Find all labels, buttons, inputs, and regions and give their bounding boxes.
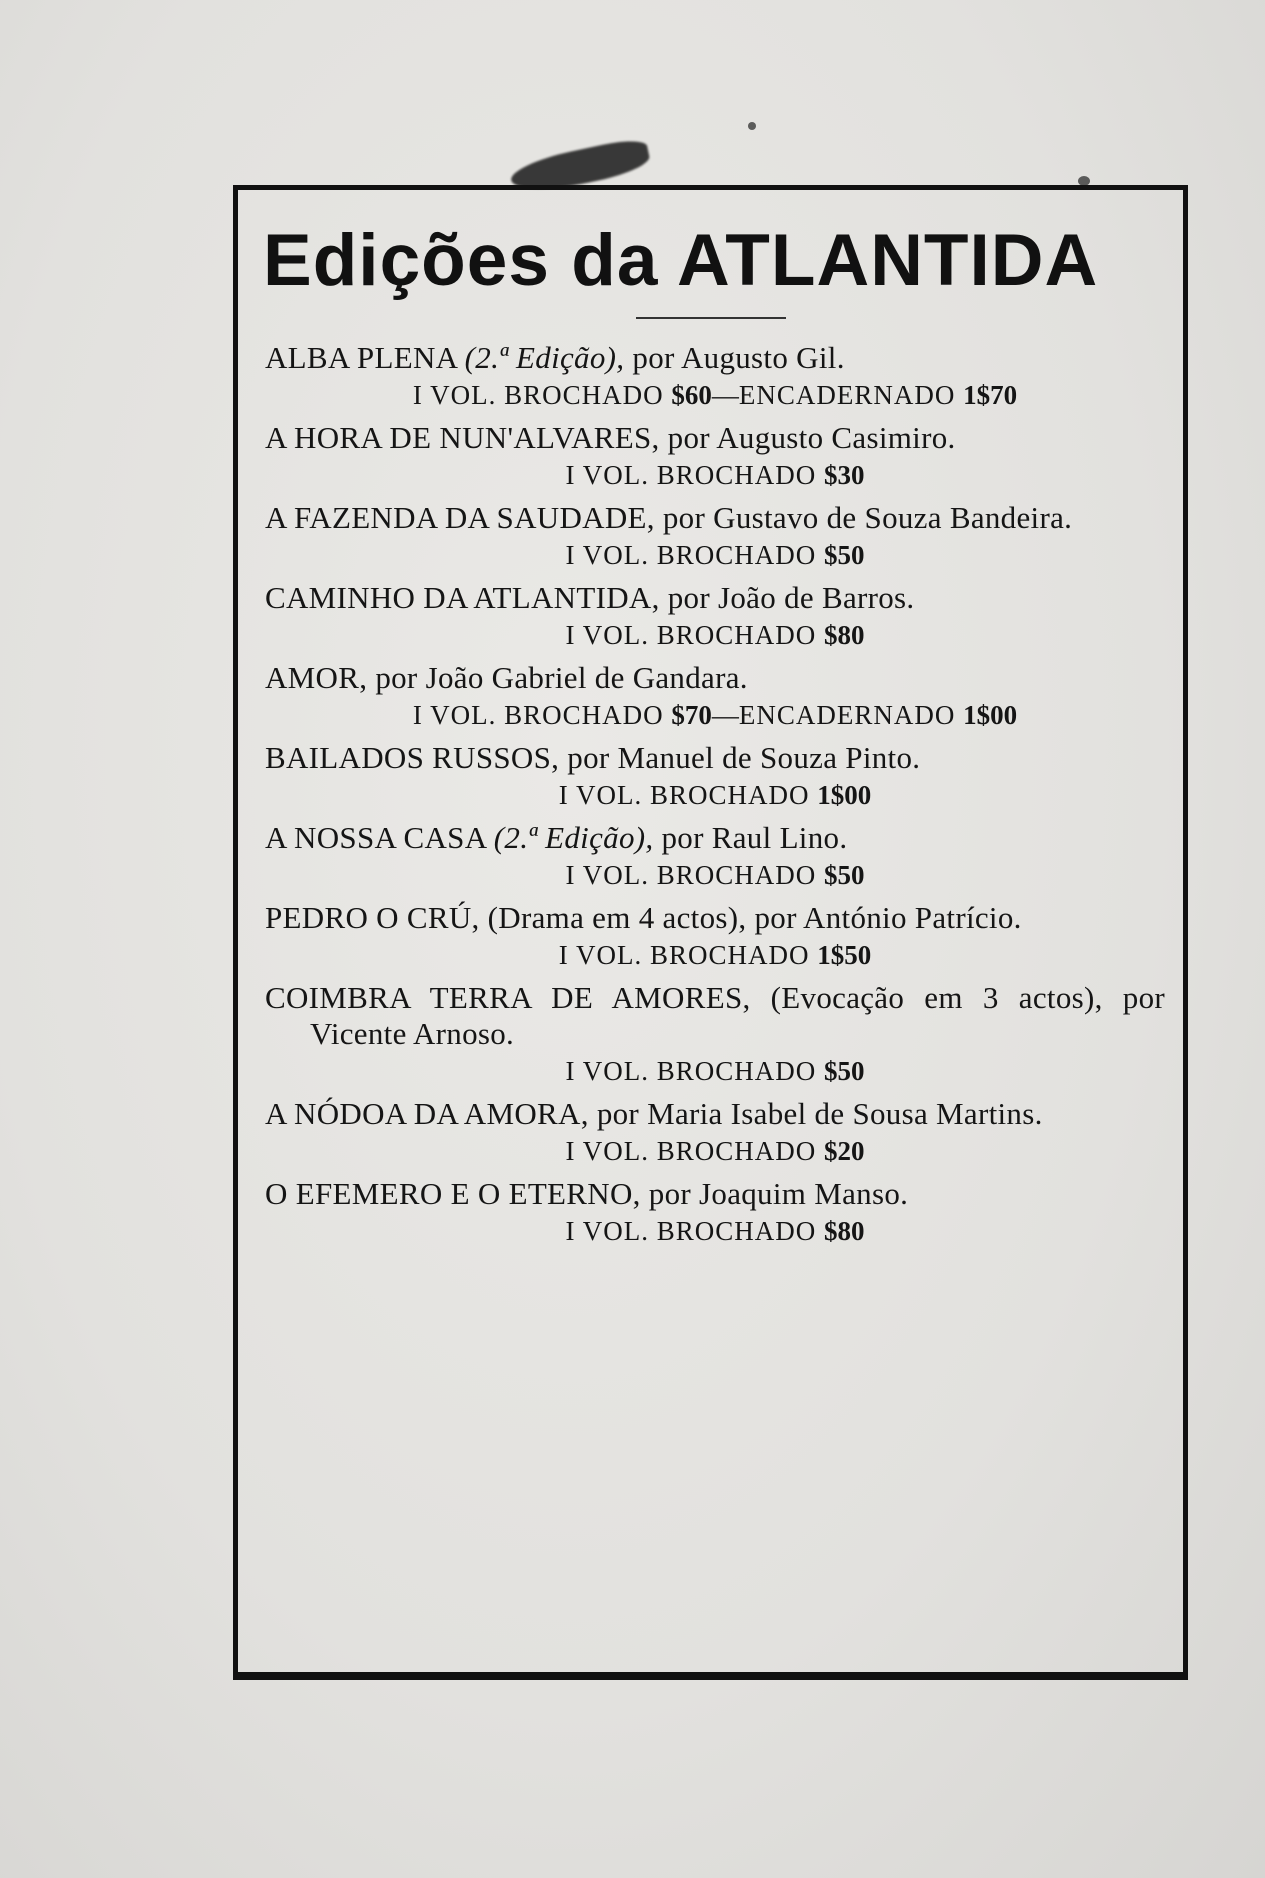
volume-label: I VOL. BROCHADO xyxy=(412,380,664,410)
book-title: CAMINHO DA ATLANTIDA, xyxy=(265,580,660,615)
price-line xyxy=(265,698,1165,732)
book-author: por Manuel de Souza Pinto. xyxy=(567,740,921,775)
book-author: por Maria Isabel de Sousa Martins. xyxy=(596,1096,1043,1131)
price-line xyxy=(265,1134,1165,1168)
book-edition: (2.ª Edição), xyxy=(464,340,625,375)
book-entry xyxy=(265,580,1165,652)
book-list xyxy=(265,340,1165,1256)
price-line xyxy=(265,858,1165,892)
book-description xyxy=(265,660,1165,696)
price-line xyxy=(265,378,1165,412)
book-title: BAILADOS RUSSOS, xyxy=(265,740,560,775)
volume-label: I VOL. BROCHADO xyxy=(565,1056,817,1086)
price-line xyxy=(265,938,1165,972)
hardcover-label: ENCADERNADO xyxy=(738,700,956,730)
price-value: $50 xyxy=(824,860,865,890)
price-value: $60 xyxy=(671,380,712,410)
price-value: $50 xyxy=(824,540,865,570)
book-description xyxy=(265,820,1165,856)
price-line xyxy=(265,1214,1165,1248)
price-separator: — xyxy=(711,380,739,410)
book-entry xyxy=(265,1096,1165,1168)
price-line xyxy=(265,1054,1165,1088)
book-entry xyxy=(265,660,1165,732)
volume-label: I VOL. BROCHADO xyxy=(558,780,810,810)
book-edition: (2.ª Edição), xyxy=(493,820,654,855)
book-description xyxy=(265,580,1165,616)
price-value: $50 xyxy=(824,1056,865,1086)
advertisement-box xyxy=(233,185,1188,1680)
ink-speck xyxy=(748,122,756,130)
price-value: $20 xyxy=(824,1136,865,1166)
book-author: por Gustavo de Souza Bandeira. xyxy=(662,500,1073,535)
book-title: AMOR, xyxy=(265,660,368,695)
price-value: 1$50 xyxy=(817,940,872,970)
price-value: $30 xyxy=(824,460,865,490)
book-author: por João Gabriel de Gandara. xyxy=(375,660,748,695)
title-divider xyxy=(636,317,786,319)
book-entry xyxy=(265,980,1165,1088)
price-value: 1$00 xyxy=(817,780,872,810)
book-description xyxy=(265,420,1165,456)
book-author: por João de Barros. xyxy=(667,580,915,615)
book-entry xyxy=(265,900,1165,972)
hardcover-price: 1$70 xyxy=(963,380,1018,410)
price-line xyxy=(265,458,1165,492)
volume-label: I VOL. BROCHADO xyxy=(412,700,664,730)
volume-label: I VOL. BROCHADO xyxy=(565,460,817,490)
book-entry xyxy=(265,740,1165,812)
book-title: A NÓDOA DA AMORA, xyxy=(265,1096,589,1131)
hardcover-price: 1$00 xyxy=(963,700,1018,730)
book-author: por Augusto Casimiro. xyxy=(667,420,956,455)
book-title: A NOSSA CASA xyxy=(265,820,486,855)
book-entry xyxy=(265,340,1165,412)
book-author: por Raul Lino. xyxy=(661,820,848,855)
price-line xyxy=(265,538,1165,572)
book-description xyxy=(265,980,1165,1052)
book-author: (Evocação em 3 actos), por Vicente Arnoso. xyxy=(310,980,1166,1051)
book-entry xyxy=(265,820,1165,892)
volume-label: I VOL. BROCHADO xyxy=(565,540,817,570)
book-title: COIMBRA TERRA DE AMORES, xyxy=(265,980,751,1015)
book-title: O EFEMERO E O ETERNO, xyxy=(265,1176,641,1211)
book-description xyxy=(265,900,1165,936)
price-value: $80 xyxy=(824,620,865,650)
volume-label: I VOL. BROCHADO xyxy=(565,620,817,650)
book-author: por Augusto Gil. xyxy=(632,340,845,375)
volume-label: I VOL. BROCHADO xyxy=(565,1136,817,1166)
book-entry xyxy=(265,500,1165,572)
book-entry xyxy=(265,1176,1165,1248)
book-title: A HORA DE NUN'ALVARES, xyxy=(265,420,660,455)
book-description xyxy=(265,740,1165,776)
hardcover-label: ENCADERNADO xyxy=(738,380,956,410)
book-title: PEDRO O CRÚ, xyxy=(265,900,480,935)
book-title: ALBA PLENA xyxy=(265,340,457,375)
price-value: $70 xyxy=(671,700,712,730)
book-author: por Joaquim Manso. xyxy=(648,1176,909,1211)
book-description xyxy=(265,500,1165,536)
page-title: Edições da ATLANTIDA xyxy=(263,220,1099,301)
volume-label: I VOL. BROCHADO xyxy=(565,1216,817,1246)
book-author: (Drama em 4 actos), por António Patrício. xyxy=(487,900,1022,935)
book-description xyxy=(265,340,1165,376)
book-description xyxy=(265,1096,1165,1132)
price-value: $80 xyxy=(824,1216,865,1246)
price-separator: — xyxy=(711,700,739,730)
book-entry xyxy=(265,420,1165,492)
volume-label: I VOL. BROCHADO xyxy=(565,860,817,890)
book-description xyxy=(265,1176,1165,1212)
volume-label: I VOL. BROCHADO xyxy=(558,940,810,970)
book-title: A FAZENDA DA SAUDADE, xyxy=(265,500,655,535)
price-line xyxy=(265,618,1165,652)
price-line xyxy=(265,778,1165,812)
